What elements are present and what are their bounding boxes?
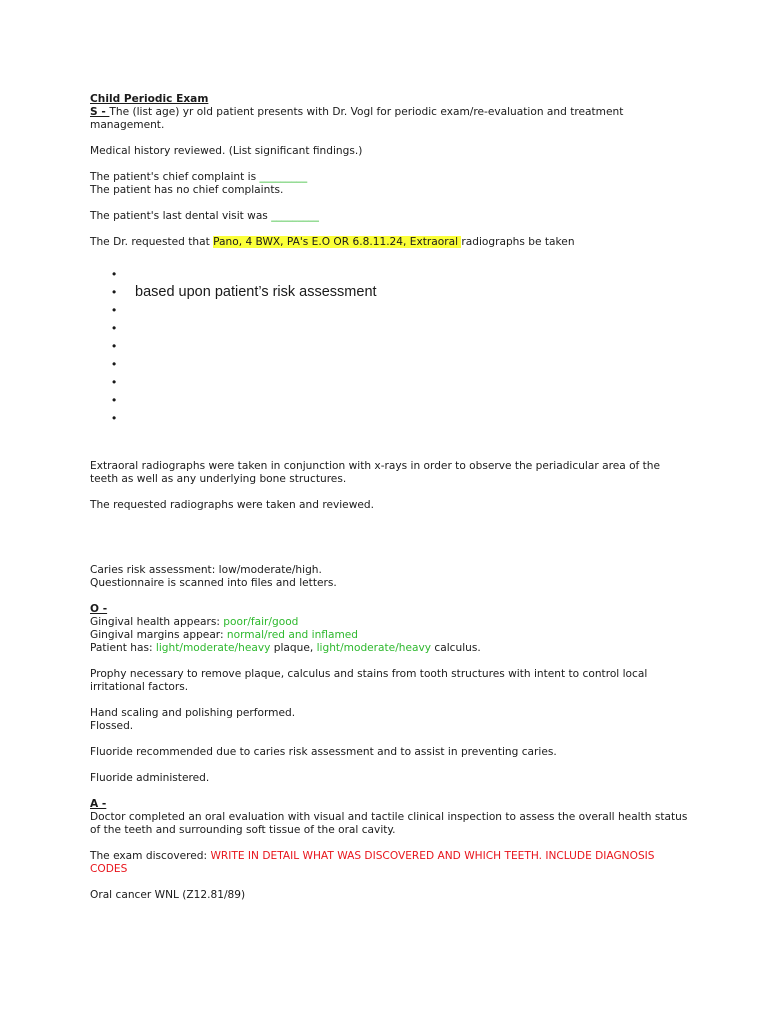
subjective-label: S - <box>90 106 110 118</box>
list-item <box>90 301 690 319</box>
radiograph-request-line <box>90 236 690 249</box>
objective-label: O - <box>90 603 108 615</box>
plaque-level-options: light/moderate/heavy <box>155 642 271 654</box>
flossed-line: Flossed. <box>90 720 134 732</box>
list-item <box>90 319 690 337</box>
bullet-list <box>90 265 690 427</box>
gingival-margins-line <box>90 629 690 642</box>
questionnaire-line: Questionnaire is scanned into files and letters. <box>90 577 337 589</box>
list-item <box>90 409 690 427</box>
oral-cancer-line: Oral cancer WNL (Z12.81/89) <box>90 889 246 901</box>
bullet-text: based upon patient’s risk assessment <box>135 284 377 300</box>
bullet-marker: • <box>112 393 117 407</box>
gingival-health-options: poor/fair/good <box>223 616 299 628</box>
bullet-marker: • <box>112 267 117 281</box>
extraoral-paragraph: Extraoral radiographs were taken in conjunction with x-rays in order to observe the periadicular area of the teeth as well as any underlying bone structures. <box>90 460 661 485</box>
gingival-margins-options: normal/red and inflamed <box>226 629 359 641</box>
bullet-marker: • <box>112 375 117 389</box>
plaque-word: plaque, <box>270 642 317 654</box>
gingival-margins-prefix: Gingival margins appear: <box>90 629 227 641</box>
gingival-health-line <box>90 616 690 629</box>
bullet-marker: • <box>112 357 117 371</box>
list-item <box>90 355 690 373</box>
assessment-label: A - <box>90 798 107 810</box>
discovered-instruction: WRITE IN DETAIL WHAT WAS DISCOVERED AND WHICH TEETH. INCLUDE DIAGNOSIS CODES <box>90 850 655 875</box>
patient-has-line <box>90 642 690 655</box>
patient-has-prefix: Patient has: <box>90 642 156 654</box>
calculus-level-options: light/moderate/heavy <box>316 642 432 654</box>
no-chief-complaint-line: The patient has no chief complaints. <box>90 184 284 196</box>
request-prefix: The Dr. requested that <box>90 236 214 248</box>
doctor-completed-paragraph: Doctor completed an oral evaluation with visual and tactile clinical inspection to assess the overall health status of the teeth and surrounding soft tissue of the oral cavity. <box>90 811 688 836</box>
subjective-paragraph <box>90 106 690 132</box>
chief-complaint-blank: _________ <box>259 171 308 183</box>
caries-risk-line: Caries risk assessment: low/moderate/high. <box>90 564 322 576</box>
last-visit-prefix: The patient's last dental visit was <box>90 210 272 222</box>
calculus-word: calculus. <box>431 642 481 654</box>
highlighted-radiograph-list: Pano, 4 BWX, PA's E.O OR 6.8.11.24, Extraoral <box>213 236 462 248</box>
document-title: Child Periodic Exam <box>90 93 209 105</box>
chief-complaint-line <box>90 171 690 184</box>
bullet-marker: • <box>112 303 117 317</box>
bullet-marker: • <box>112 285 117 299</box>
list-item <box>90 265 690 283</box>
chief-complaint-prefix: The patient's chief complaint is <box>90 171 260 183</box>
last-visit-blank: _________ <box>271 210 319 222</box>
list-item <box>90 391 690 409</box>
fluoride-administered-line: Fluoride administered. <box>90 772 210 784</box>
reviewed-line: The requested radiographs were taken and reviewed. <box>90 499 374 511</box>
gingival-health-prefix: Gingival health appears: <box>90 616 224 628</box>
last-visit-line <box>90 210 690 223</box>
list-item <box>90 337 690 355</box>
document-page <box>90 93 690 902</box>
request-suffix: radiographs be taken <box>461 236 575 248</box>
bullet-marker: • <box>112 321 117 335</box>
list-item <box>90 283 690 301</box>
list-item <box>90 373 690 391</box>
bullet-marker: • <box>112 411 117 425</box>
prophy-paragraph: Prophy necessary to remove plaque, calculus and stains from tooth structures with intent to control local irritational factors. <box>90 668 648 693</box>
medical-history-line: Medical history reviewed. (List significant findings.) <box>90 145 363 157</box>
bullet-marker: • <box>112 339 117 353</box>
subjective-text: The (list age) yr old patient presents with Dr. Vogl for periodic exam/re-evaluation and treatment management. <box>90 106 624 131</box>
discovered-prefix: The exam discovered: <box>90 850 211 862</box>
fluoride-recommended-line: Fluoride recommended due to caries risk assessment and to assist in preventing caries. <box>90 746 557 758</box>
scaling-line: Hand scaling and polishing performed. <box>90 707 296 719</box>
exam-discovered-line <box>90 850 690 876</box>
